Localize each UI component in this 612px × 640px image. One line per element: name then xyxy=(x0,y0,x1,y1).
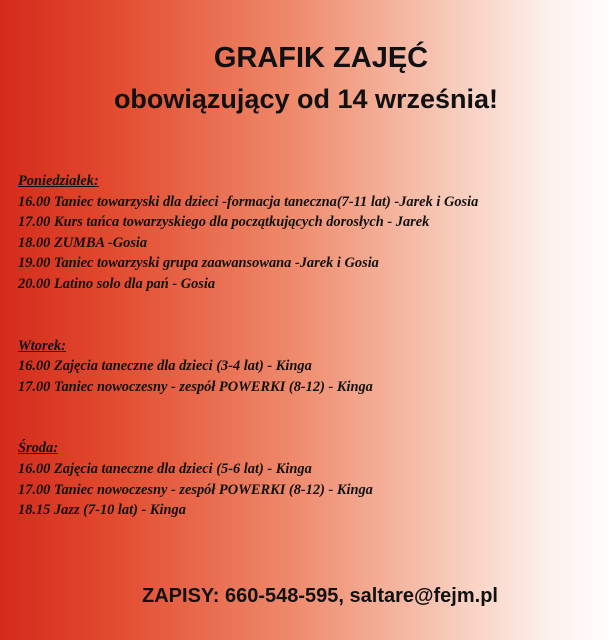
day-block-tuesday xyxy=(18,336,612,398)
schedule-entry: 16.00 Zajęcia taneczne dla dzieci (3-4 lat) - Kinga xyxy=(18,358,312,375)
schedule-entry: 17.00 Kurs tańca towarzyskiego dla początkujących dorosłych - Jarek xyxy=(18,214,430,231)
day-heading-tuesday: Wtorek: xyxy=(18,337,66,354)
day-block-monday xyxy=(18,171,612,295)
schedule-entry: 19.00 Taniec towarzyski grupa zaawansowana -Jarek i Gosia xyxy=(18,255,379,272)
schedule-entry: 16.00 Zajęcia taneczne dla dzieci (5-6 lat) - Kinga xyxy=(18,460,312,477)
schedule-entry: 18.15 Jazz (7-10 lat) - Kinga xyxy=(18,502,186,519)
day-block-wednesday xyxy=(18,438,612,520)
contact-info: ZAPISY: 660-548-595, saltare@fejm.pl xyxy=(142,585,498,607)
schedule-entry: 17.00 Taniec nowoczesny - zespół POWERKI (8-12) - Kinga xyxy=(18,481,373,498)
day-heading-wednesday: Środa: xyxy=(18,440,58,457)
day-heading-monday: Poniedziałek: xyxy=(18,173,99,189)
poster-subtitle: obowiązujący od 14 września! xyxy=(113,84,499,114)
poster-title: GRAFIK ZAJĘĆ xyxy=(213,42,429,74)
weekly-schedule xyxy=(18,171,612,521)
schedule-entry: 16.00 Taniec towarzyski dla dzieci -formacja taneczna(7-11 lat) -Jarek i Gosia xyxy=(18,193,479,210)
schedule-entry: 17.00 Taniec nowoczesny - zespół POWERKI (8-12) - Kinga xyxy=(18,378,373,395)
schedule-entry: 18.00 ZUMBA -Gosia xyxy=(18,234,148,251)
schedule-entry: 20.00 Latino solo dla pań - Gosia xyxy=(18,275,216,292)
